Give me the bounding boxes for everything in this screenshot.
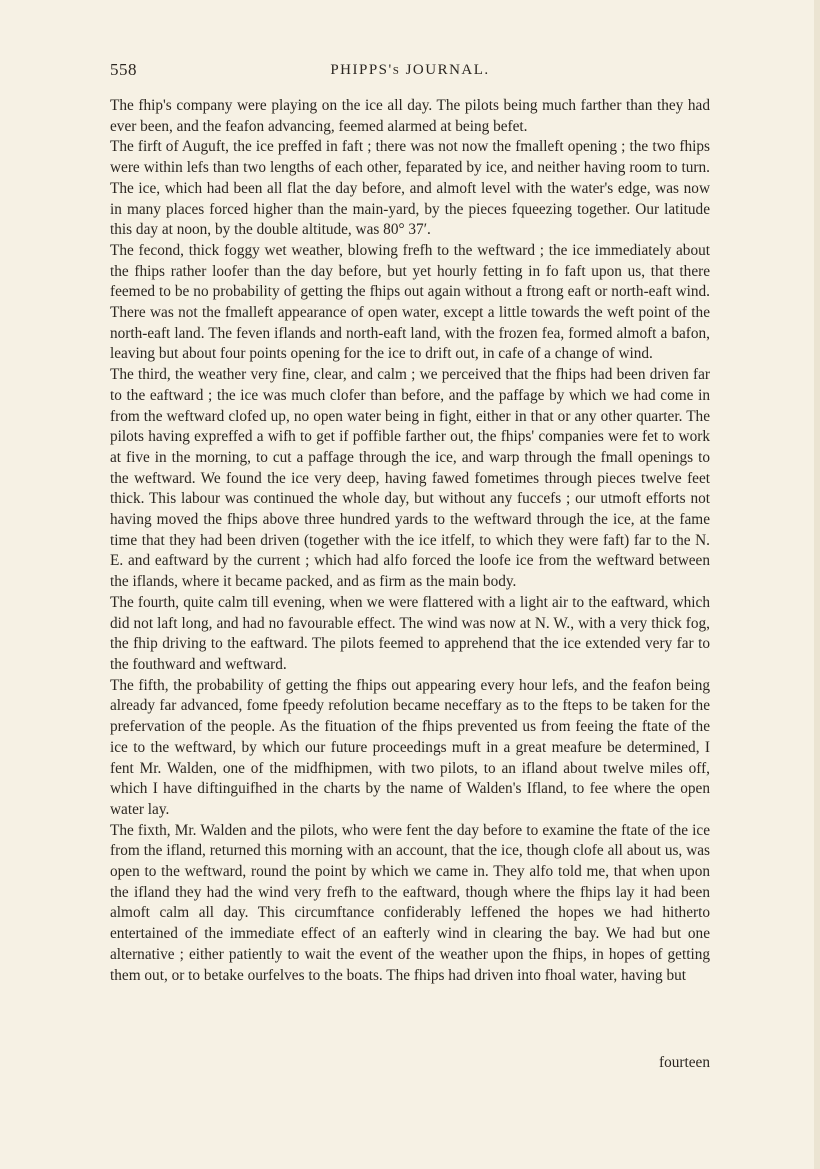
paragraph: The third, the weather very fine, clear, and calm ; we perceived that the fhips had been driven far to the eaftward ; the ice was much clofer than before, and the paffage by which we had come in from the weftward clofed up, no open water being in fight, either in that or any other quarter. The pilots having expreffed a wifh to get if poffible farther out, the fhips' companies were fet to work at five in the morning, to cut a paffage through the ice, and warp through the fmall openings to the weftward. We found the ice very deep, having fawed fometimes through pieces twelve feet thick. This labour was continued the whole day, but without any fuccefs ; our utmoft efforts not having moved the fhips above three hundred yards to the weftward through the ice, at the fame time that they had been driven (together with the ice itfelf, to which they were faft) far to the N. E. and eaftward by the current ; which had alfo forced the loofe ice from the weftward between the iflands, where it became packed, and as firm as the main body.	[110, 366, 710, 591]
paragraph: The fourth, quite calm till evening, when we were flattered with a light air to the eaftward, which did not laft long, and had no favourable effect. The wind was now at N. W., with a very thick fog, the fhip driving to the eaftward. The pilots feemed to apprehend that the ice extended very far to the fouthward and weftward.	[110, 593, 710, 673]
paragraph: The fifth, the probability of getting the fhips out appearing every hour lefs, and the feafon being already far advanced, fome fpeedy refolution became neceffary as to the fteps to be taken for the prefervation of the people. As the fituation of the fhips prevented us from feeing the ftate of the ice to the weftward, by which our future proceedings muft in a great meafure be determined, I fent Mr. Walden, one of the midfhipmen, with two pilots, to an ifland about twelve miles off, which I have diftinguifhed in the charts by the name of Walden's Ifland, to fee where the open water lay.	[110, 676, 710, 818]
page-header	[110, 60, 710, 86]
running-head: PHIPPS's JOURNAL.	[330, 62, 490, 78]
paragraph: The firft of Auguft, the ice preffed in faft ; there was not now the fmalleft opening ; the two fhips were within lefs than two lengths of each other, feparated by ice, and neither having room to turn. The ice, which had been all flat the day before, and almoft level with the water's edge, was now in many places forced higher than the main-yard, by the pieces fqueezing together. Our latitude this day at noon, by the double altitude, was 80° 37′.	[110, 138, 710, 239]
page-edge	[814, 0, 820, 1169]
page-number: 558	[110, 60, 137, 79]
catchword: fourteen	[659, 1054, 710, 1071]
paragraph: The fixth, Mr. Walden and the pilots, who were fent the day before to examine the ftate of the ice from the ifland, returned this morning with an account, that the ice, though clofe all about us, was open to the weftward, round the point by which we came in. They alfo told me, that when upon the ifland they had the wind very frefh to the eaftward, though where the fhips lay it had been almoft calm all day. This circumftance confiderably leffened the hopes we had hitherto entertained of the immediate effect of an eafterly wind in clearing the bay. We had but one alternative ; either patiently to wait the event of the weather upon the fhips, in hopes of getting them out, or to betake ourfelves to the boats. The fhips had driven into fhoal water, having but	[110, 821, 710, 984]
body-text	[110, 96, 710, 986]
paragraph: The fecond, thick foggy wet weather, blowing frefh to the weftward ; the ice immediately about the fhips rather loofer than the day before, but yet hourly fetting in fo faft upon us, that there feemed to be no probability of getting the fhips out again without a ftrong eaft or north-eaft wind. There was not the fmalleft appearance of open water, except a little towards the weft point of the north-eaft land. The feven iflands and north-eaft land, with the frozen fea, formed almoft a bafon, leaving but about four points opening for the ice to drift out, in cafe of a change of wind.	[110, 241, 710, 363]
paragraph: The fhip's company were playing on the ice all day. The pilots being much farther than they had ever been, and the feafon advancing, feemed alarmed at being befet.	[110, 97, 710, 135]
